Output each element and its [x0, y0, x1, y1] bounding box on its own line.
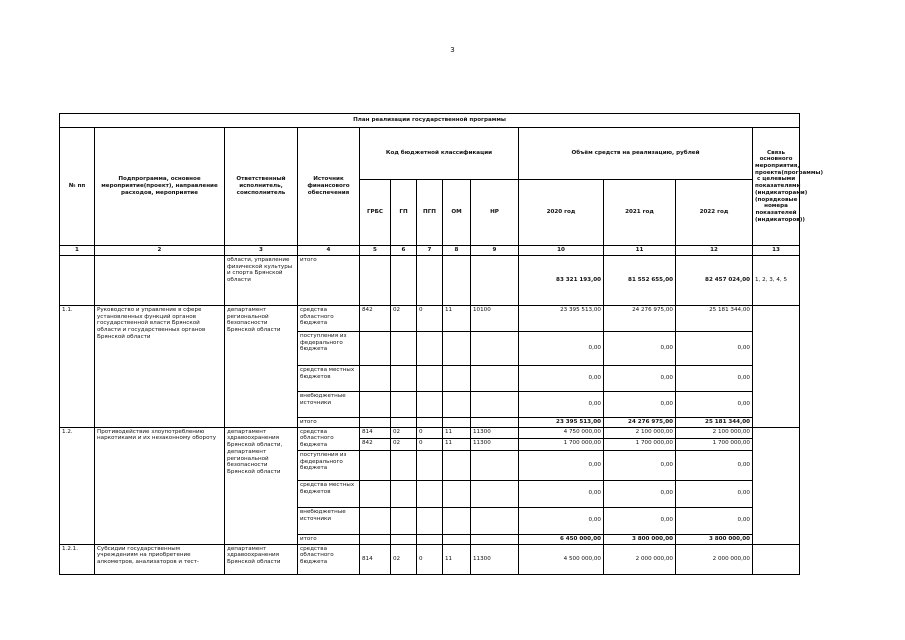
- row-1-2-num: 1.2.: [60, 427, 95, 544]
- header-responsible: Ответственный исполнитель, соисполнитель: [225, 128, 298, 246]
- table-row: [60, 256, 800, 306]
- source-cell: итого: [298, 534, 360, 544]
- header-budget-code: Код бюджетной классификации: [360, 128, 519, 180]
- row-1-2-1-name: Субсидии государственным учреждениям на приобретение алкометров, анализаторов и тест-: [95, 544, 225, 574]
- value-2021: 0,00: [604, 480, 676, 507]
- value-2022: 0,00: [676, 332, 753, 366]
- value-2021: 24 276 975,00: [604, 306, 676, 332]
- table-title: План реализации государственной программы: [60, 114, 800, 128]
- row-1-1-name: Руководство и управление в сфере установленных функций органов государственной власти Брянской области и государственных органов Брянской области: [95, 306, 225, 428]
- value-2022: 0,00: [676, 450, 753, 480]
- col-index: 3: [225, 246, 298, 256]
- grbs-cell: 814: [360, 427, 391, 439]
- gp-cell: 02: [391, 544, 417, 574]
- gp-cell: 02: [391, 306, 417, 332]
- row-1-2-name: Противодействие злоупотреблению наркотиками и их незаконному обороту: [95, 427, 225, 544]
- table-row: [60, 306, 800, 332]
- value-2021: 0,00: [604, 332, 676, 366]
- value-2021: 3 800 000,00: [604, 534, 676, 544]
- value-2020: 0,00: [519, 450, 604, 480]
- col-index: 4: [298, 246, 360, 256]
- source-cell: средства областного бюджета: [298, 427, 360, 450]
- pgp-cell: 0: [417, 544, 443, 574]
- om-cell: 11: [443, 306, 471, 332]
- row-1-2-1-num: 1.2.1.: [60, 544, 95, 574]
- cont-source: итого: [298, 256, 360, 306]
- value-2022: 1 700 000,00: [676, 439, 753, 451]
- row-1-2-1-responsible: департамент здравоохранения Брянской области: [225, 544, 298, 574]
- value-2022: 2 000 000,00: [676, 544, 753, 574]
- col-index: 9: [471, 246, 519, 256]
- header-2020: 2020 год: [519, 180, 604, 246]
- pgp-cell: 0: [417, 439, 443, 451]
- header-num: № пп: [60, 128, 95, 246]
- table-row: [60, 544, 800, 574]
- value-2021: 24 276 975,00: [604, 418, 676, 428]
- grbs-cell: 842: [360, 439, 391, 451]
- nr-cell: 11300: [471, 544, 519, 574]
- value-2020: 6 450 000,00: [519, 534, 604, 544]
- col-index: 11: [604, 246, 676, 256]
- header-2021: 2021 год: [604, 180, 676, 246]
- source-cell: поступления из федерального бюджета: [298, 332, 360, 366]
- value-2022: 0,00: [676, 480, 753, 507]
- header-nr: НР: [471, 180, 519, 246]
- source-cell: поступления из федерального бюджета: [298, 450, 360, 480]
- grbs-cell: 814: [360, 544, 391, 574]
- col-index: 12: [676, 246, 753, 256]
- source-cell: средства областного бюджета: [298, 544, 360, 574]
- value-2020: 0,00: [519, 332, 604, 366]
- value-2021: 2 100 000,00: [604, 427, 676, 439]
- cont-responsible: области, управление физической культуры и спорта Брянской области: [225, 256, 298, 306]
- value-2022: 25 181 344,00: [676, 306, 753, 332]
- pgp-cell: 0: [417, 427, 443, 439]
- row-1-1-responsible: департамент региональной безопасности Брянской области: [225, 306, 298, 428]
- value-2020: 0,00: [519, 480, 604, 507]
- value-2020: 23 395 513,00: [519, 418, 604, 428]
- col-index: 7: [417, 246, 443, 256]
- source-cell: средства местных бюджетов: [298, 366, 360, 392]
- om-cell: 11: [443, 439, 471, 451]
- value-2020: 0,00: [519, 507, 604, 534]
- value-2021: 0,00: [604, 450, 676, 480]
- value-2021: 2 000 000,00: [604, 544, 676, 574]
- header-2022: 2022 год: [676, 180, 753, 246]
- value-2022: 0,00: [676, 507, 753, 534]
- value-2020: 23 395 513,00: [519, 306, 604, 332]
- col-index: 6: [391, 246, 417, 256]
- col-index: 10: [519, 246, 604, 256]
- cont-2022: 82 457 024,00: [676, 256, 753, 306]
- value-2020: 4 500 000,00: [519, 544, 604, 574]
- cont-2021: 81 552 655,00: [604, 256, 676, 306]
- value-2022: 2 100 000,00: [676, 427, 753, 439]
- source-cell: внебюджетные источники: [298, 507, 360, 534]
- value-2020: 1 700 000,00: [519, 439, 604, 451]
- value-2020: 4 750 000,00: [519, 427, 604, 439]
- col-index: 8: [443, 246, 471, 256]
- col-index: 13: [753, 246, 800, 256]
- om-cell: 11: [443, 544, 471, 574]
- om-cell: 11: [443, 427, 471, 439]
- nr-cell: 10100: [471, 306, 519, 332]
- row-1-1-num: 1.1.: [60, 306, 95, 428]
- header-pgp: ПГП: [417, 180, 443, 246]
- table-row: [60, 427, 800, 439]
- value-2021: 0,00: [604, 507, 676, 534]
- nr-cell: 11300: [471, 427, 519, 439]
- header-indicator-link: Связь основного мероприятия, проекта(программы) с целевыми показателями (индикаторами) (порядковые номера показателей (индикаторов)): [753, 128, 800, 246]
- pgp-cell: 0: [417, 306, 443, 332]
- nr-cell: 11300: [471, 439, 519, 451]
- source-cell: итого: [298, 418, 360, 428]
- column-index-row: [60, 246, 800, 256]
- gp-cell: 02: [391, 439, 417, 451]
- value-2021: 0,00: [604, 392, 676, 418]
- value-2022: 25 181 344,00: [676, 418, 753, 428]
- header-om: ОМ: [443, 180, 471, 246]
- value-2021: 1 700 000,00: [604, 439, 676, 451]
- cont-indicator-link: 1, 2, 3, 4, 5: [753, 256, 800, 306]
- source-cell: средства местных бюджетов: [298, 480, 360, 507]
- value-2022: 0,00: [676, 366, 753, 392]
- gp-cell: 02: [391, 427, 417, 439]
- row-1-2-responsible: департамент здравоохранения Брянской области, департамент региональной безопасности Брянской области: [225, 427, 298, 544]
- header-volume: Объём средств на реализацию, рублей: [519, 128, 753, 180]
- header-name: Подпрограмма, основное мероприятие(проект), направление расходов, мероприятие: [95, 128, 225, 246]
- page-number: 3: [450, 46, 455, 54]
- value-2022: 0,00: [676, 392, 753, 418]
- value-2020: 0,00: [519, 366, 604, 392]
- value-2022: 3 800 000,00: [676, 534, 753, 544]
- header-gp: ГП: [391, 180, 417, 246]
- cont-2020: 83 321 193,00: [519, 256, 604, 306]
- source-cell: внебюджетные источники: [298, 392, 360, 418]
- col-index: 5: [360, 246, 391, 256]
- header-grbs: ГРБС: [360, 180, 391, 246]
- source-cell: средства областного бюджета: [298, 306, 360, 332]
- col-index: 1: [60, 246, 95, 256]
- grbs-cell: 842: [360, 306, 391, 332]
- header-source: Источник финансового обеспечения: [298, 128, 360, 246]
- program-plan-table: [59, 113, 824, 575]
- value-2020: 0,00: [519, 392, 604, 418]
- col-index: 2: [95, 246, 225, 256]
- value-2021: 0,00: [604, 366, 676, 392]
